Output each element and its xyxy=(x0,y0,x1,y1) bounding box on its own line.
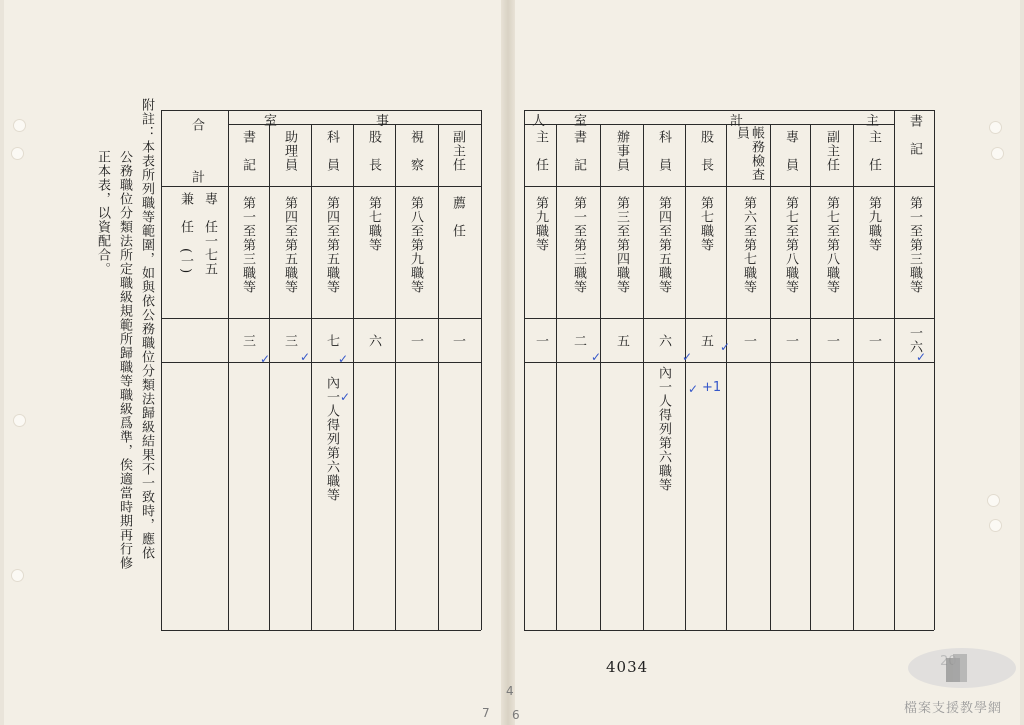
total-value-fulltime: 專 任一七五 xyxy=(202,192,217,276)
col-title: 辦事員 xyxy=(614,130,629,172)
binding-hole xyxy=(14,415,25,426)
table-col-divider xyxy=(600,124,601,630)
table-left-border xyxy=(524,110,525,630)
pencil-number: 6 xyxy=(512,708,520,722)
col-title: 書 記 xyxy=(240,130,255,172)
table-top-border xyxy=(161,110,481,111)
table-left-border xyxy=(161,110,162,630)
table-col-divider xyxy=(311,124,312,630)
col-title: 助理員 xyxy=(282,130,297,172)
col-grade: 第一至第三職等 xyxy=(571,196,586,294)
binding-hole xyxy=(988,495,999,506)
total-header-1: 合 xyxy=(189,118,204,132)
col-grade: 第七至第八職等 xyxy=(783,196,798,294)
col-grade: 第三至第四職等 xyxy=(614,196,629,294)
binding-hole xyxy=(12,570,23,581)
col-count: 三 xyxy=(240,334,255,348)
col-count: 一 xyxy=(866,334,881,348)
binding-hole xyxy=(990,122,1001,133)
col-count: 二 xyxy=(571,334,586,348)
col-grade: 第一至第三職等 xyxy=(240,196,255,294)
col-count: 六 xyxy=(656,334,671,348)
header-room: 室 xyxy=(574,114,588,129)
table-col-divider xyxy=(353,124,354,630)
table-col-divider xyxy=(556,124,557,630)
col-grade: 薦 任 xyxy=(450,196,465,238)
col-remark: 內一人得列第六職等 xyxy=(656,366,671,492)
col-grade: 第四至第五職等 xyxy=(656,196,671,294)
check-mark: ✓ xyxy=(682,350,693,364)
table-col-divider xyxy=(894,110,895,630)
col-title: 專 員 xyxy=(783,130,798,172)
col-count: 一六 xyxy=(907,326,922,354)
table-right-border xyxy=(481,110,482,630)
table-col-divider xyxy=(228,110,229,630)
check-mark: ✓ xyxy=(300,350,311,364)
watermark-text: 檔案支援教學網 xyxy=(904,701,1003,716)
header-shi: 事 xyxy=(376,114,390,129)
header-ren: 人 xyxy=(532,114,546,129)
table-row-border xyxy=(524,318,934,319)
col-grade: 第七至第八職等 xyxy=(824,196,839,294)
col-grade: 第九職等 xyxy=(533,196,548,252)
col-title: 股 長 xyxy=(698,130,713,172)
table-col-divider xyxy=(810,124,811,630)
col-title: 帳務檢查員 xyxy=(734,126,764,182)
note-line-1: 附註：本表所列職等範圍，如與依公務職位分類法歸級結果不一致時，應依 xyxy=(139,98,154,560)
col-title: 主 任 xyxy=(866,130,881,172)
check-mark: ✓ xyxy=(688,382,699,396)
table-bottom-border xyxy=(524,630,934,631)
col-grade: 第一至第三職等 xyxy=(907,196,922,294)
col-grade: 第七職等 xyxy=(366,196,381,252)
col-count: 七 xyxy=(324,334,339,348)
check-mark: ✓ xyxy=(340,390,351,404)
table-col-divider xyxy=(643,124,644,630)
pencil-number: 7 xyxy=(482,706,490,720)
table-col-divider xyxy=(726,124,727,630)
table-bottom-border xyxy=(161,630,481,631)
col-title: 視 察 xyxy=(408,130,423,172)
col-grade: 第四至第五職等 xyxy=(282,196,297,294)
table-row-border xyxy=(524,186,934,187)
col-count: 五 xyxy=(698,334,713,348)
binding-hole xyxy=(992,148,1003,159)
col-title: 副主任 xyxy=(450,130,465,172)
col-count: 一 xyxy=(824,334,839,348)
table-col-divider xyxy=(395,124,396,630)
col-count: 三 xyxy=(282,334,297,348)
col-grade: 第七職等 xyxy=(698,196,713,252)
col-grade: 第八至第九職等 xyxy=(408,196,423,294)
total-header xyxy=(189,118,204,184)
table-col-divider xyxy=(438,124,439,630)
scanned-document-spread xyxy=(4,0,1020,725)
table-col-divider xyxy=(853,124,854,630)
binding-hole xyxy=(990,520,1001,531)
col-title: 科 員 xyxy=(656,130,671,172)
table-row-border xyxy=(161,362,481,363)
col-count: 一 xyxy=(783,334,798,348)
page-number: 4034 xyxy=(606,658,649,676)
col-count: 五 xyxy=(614,334,629,348)
table-col-divider xyxy=(770,124,771,630)
table-row-border xyxy=(524,362,934,363)
check-mark: ✓ xyxy=(916,350,927,364)
col-remark: 內一人得列第六職等 xyxy=(324,376,339,502)
col-grade: 第六至第七職等 xyxy=(741,196,756,294)
check-mark: ✓ xyxy=(260,352,271,366)
note-line-3: 正本表，以資配合。 xyxy=(95,150,110,276)
total-value-parttime: 兼 任 (一) xyxy=(178,192,193,275)
book-spine xyxy=(501,0,515,725)
col-title: 主 任 xyxy=(533,130,548,172)
note-line-2: 公務職位分類法所定職級規範所歸職等職級爲準，俟適當時期再行修 xyxy=(117,150,132,570)
check-mark: ✓ xyxy=(591,350,602,364)
col-title: 科 員 xyxy=(324,130,339,172)
table-col-divider xyxy=(685,124,686,630)
header-zhu: 主 xyxy=(866,114,880,129)
binding-hole xyxy=(14,120,25,131)
check-mark: ✓ xyxy=(338,352,349,366)
col-count: 六 xyxy=(366,334,381,348)
col-count: 一 xyxy=(533,334,548,348)
col-grade: 第九職等 xyxy=(866,196,881,252)
header-ji: 計 xyxy=(730,114,744,129)
header-shi-room: 室 xyxy=(264,114,278,129)
col-title: 副主任 xyxy=(824,130,839,172)
table-right-border xyxy=(934,110,935,630)
col-count: 一 xyxy=(741,334,756,348)
col-count: 一 xyxy=(450,334,465,348)
total-header-2: 計 xyxy=(189,170,204,184)
col-title: 書 記 xyxy=(907,114,922,156)
col-grade: 第四至第五職等 xyxy=(324,196,339,294)
check-mark: ✓ xyxy=(720,340,731,354)
binding-hole xyxy=(12,148,23,159)
pencil-number: 4 xyxy=(506,684,514,698)
table-row-border xyxy=(161,186,481,187)
col-title: 書 記 xyxy=(571,130,586,172)
col-title: 股 長 xyxy=(366,130,381,172)
col-count: 一 xyxy=(408,334,423,348)
table-col-divider xyxy=(269,124,270,630)
plus-one-note: +1 xyxy=(702,380,722,395)
